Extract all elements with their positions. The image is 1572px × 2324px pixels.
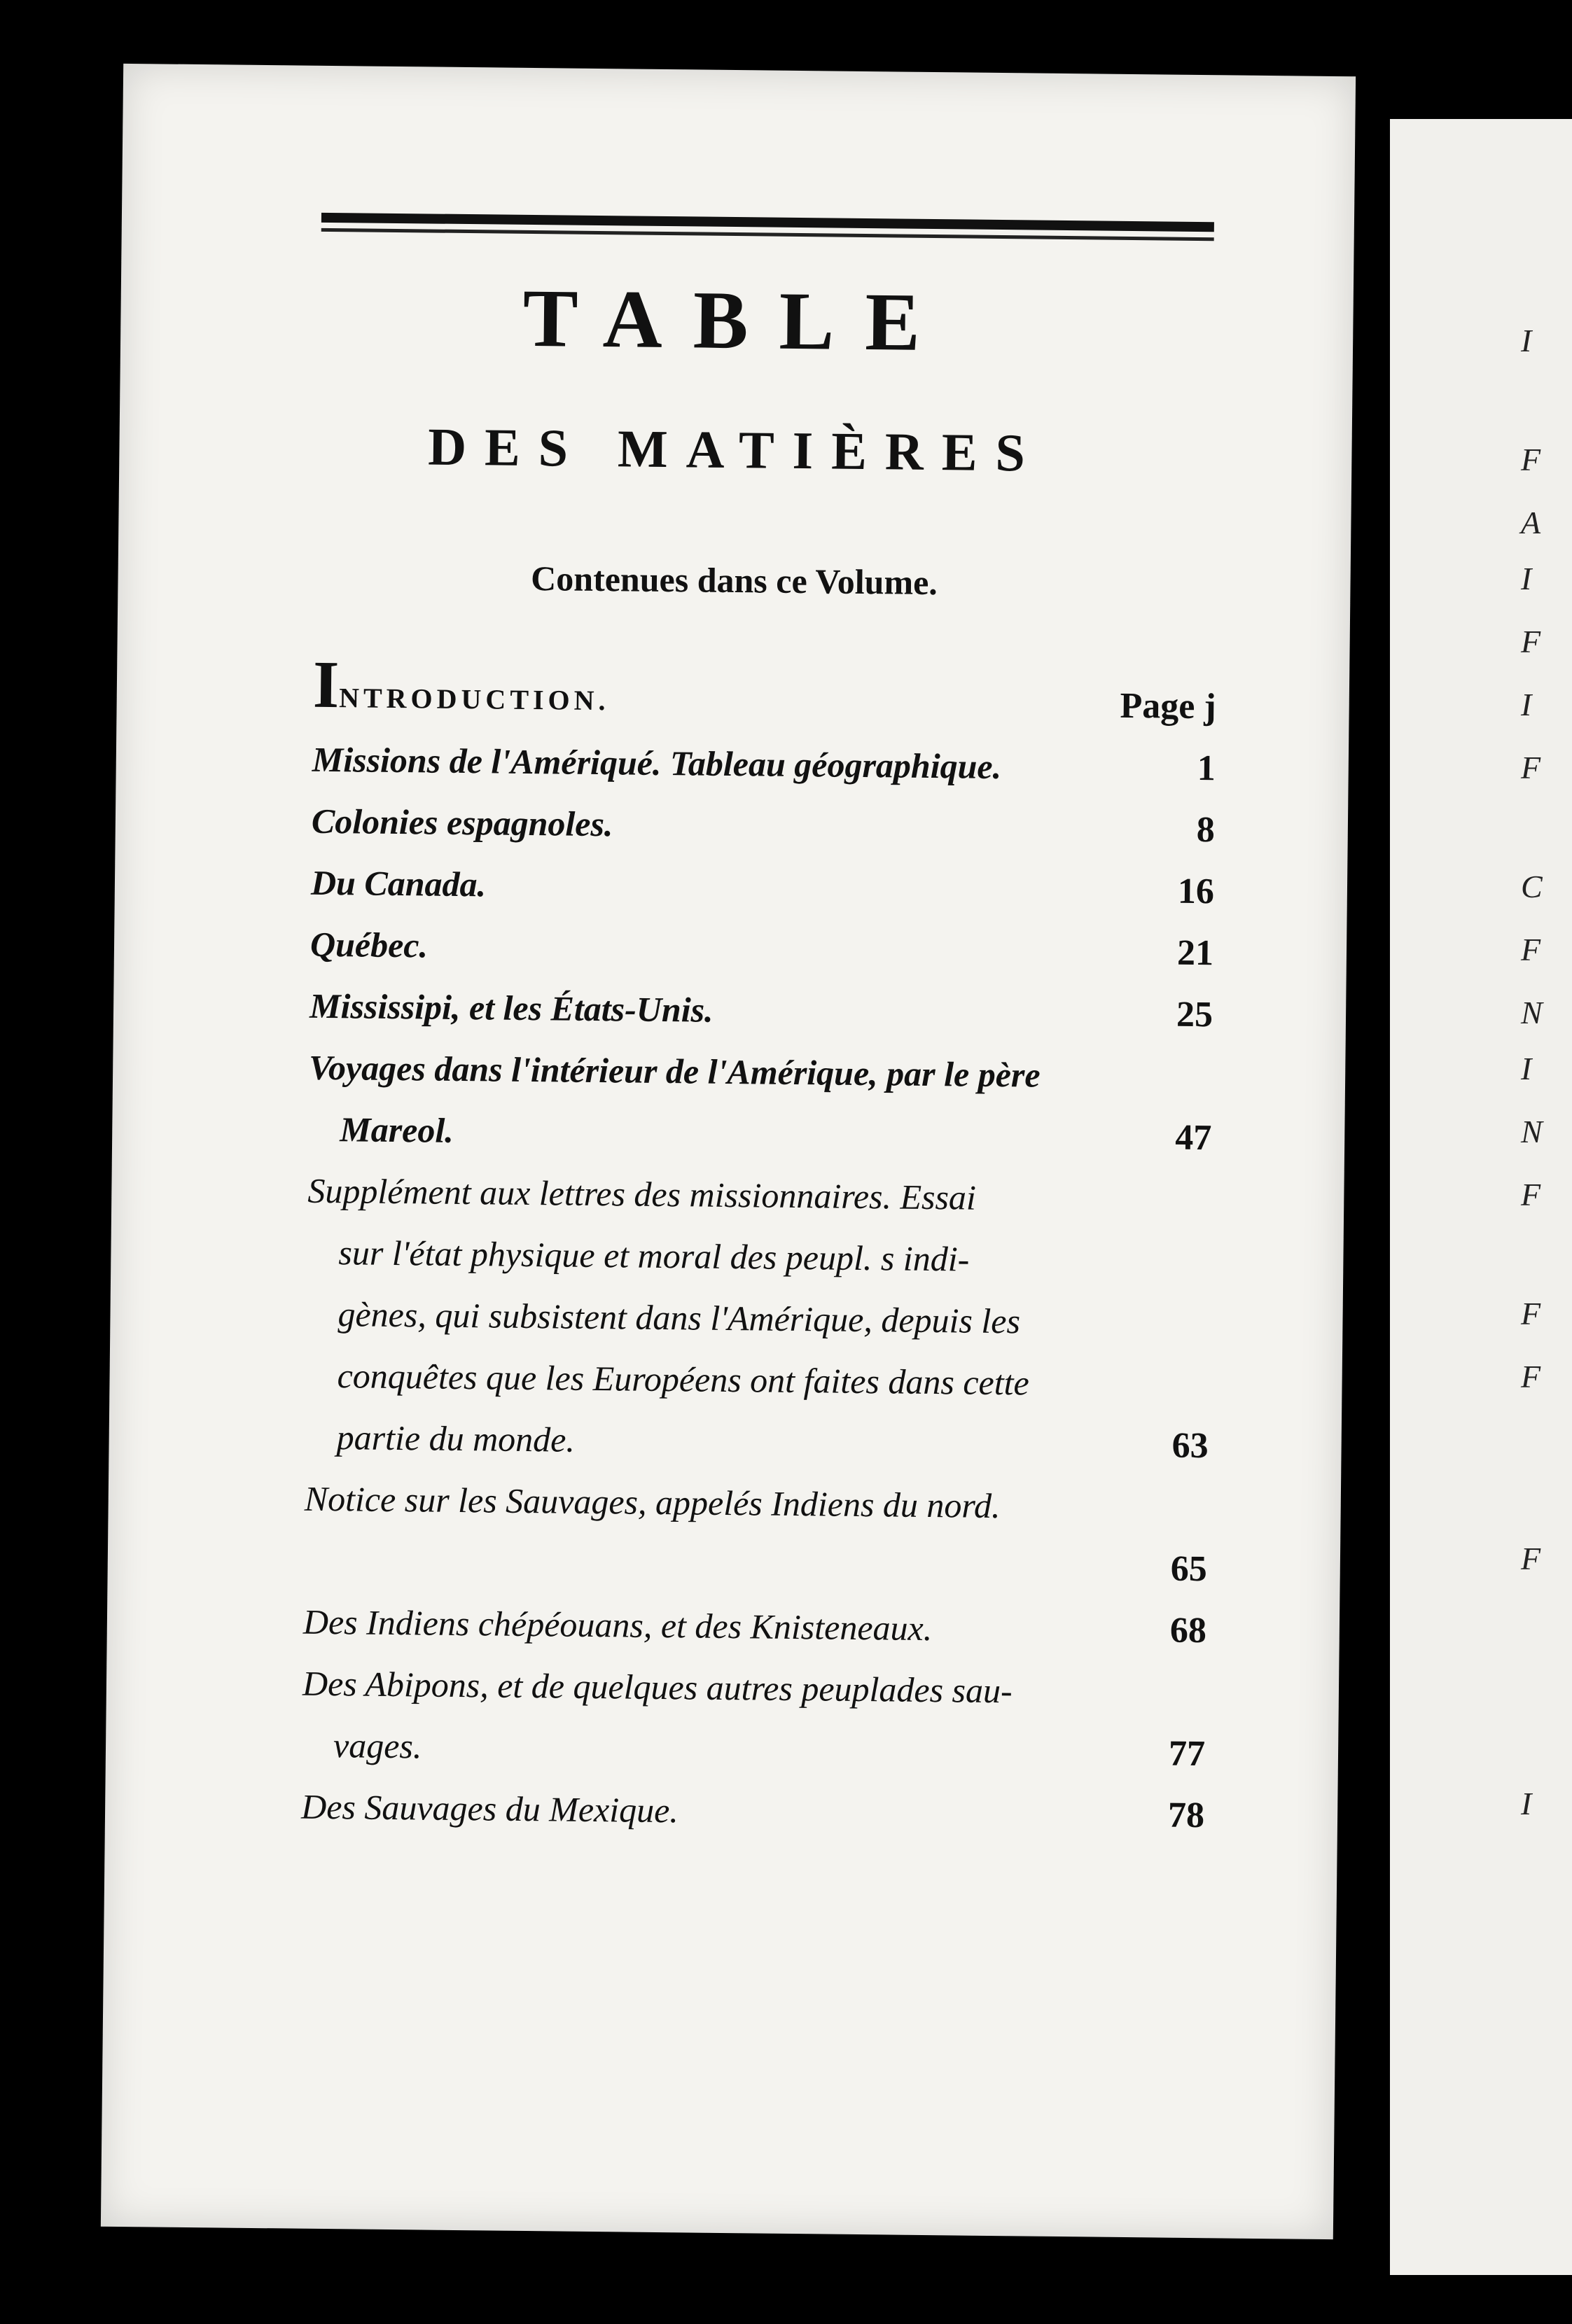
edge-letter: I <box>1521 1786 1532 1821</box>
entry-page: 21 <box>1176 932 1214 974</box>
entry-title-line: conquêtes que les Européens ont faites dans cette <box>337 1356 1030 1403</box>
entry-page: 77 <box>1168 1733 1206 1774</box>
entry-title-line: Mareol. <box>340 1110 454 1150</box>
edge-letter: F <box>1521 1296 1541 1331</box>
edge-letter: A <box>1521 505 1541 540</box>
page-subtitle: DES MATIÈRES <box>427 417 1044 483</box>
volume-note: Contenues dans ce Volume. <box>530 559 938 603</box>
adjacent-page <box>1390 119 1572 2275</box>
entry-title-line: gènes, qui subsistent dans l'Amérique, depuis les <box>338 1294 1021 1341</box>
entry-title-line: vages. <box>333 1726 422 1766</box>
entry-page: 65 <box>1170 1548 1208 1590</box>
entry-title-line: Supplément aux lettres des missionnaires. Essai <box>307 1170 977 1217</box>
entry-page: 47 <box>1174 1117 1212 1158</box>
book-page <box>101 64 1356 2239</box>
edge-letter: F <box>1521 1541 1541 1576</box>
edge-letter: F <box>1521 442 1541 477</box>
edge-letter: F <box>1521 932 1541 967</box>
edge-letter: F <box>1521 1177 1541 1212</box>
edge-letter: I <box>1521 1051 1532 1086</box>
entry-title: Québec. <box>309 924 429 965</box>
entry-page: 16 <box>1177 871 1215 912</box>
toc-entry <box>302 1591 1206 1662</box>
entry-title-line: Des Abipons, et de quelques autres peuplades sau- <box>302 1663 1013 1711</box>
edge-letter: C <box>1521 869 1543 904</box>
toc-entry <box>303 1468 1208 1600</box>
entry-title: Des Indiens chépéouans, et des Knisteneaux. <box>302 1602 933 1648</box>
entry-page: 8 <box>1196 809 1216 850</box>
edge-letter: F <box>1521 750 1541 785</box>
entry-title: Missions de l'Amériqué. Tableau géographique. <box>312 739 1002 787</box>
entry-title-line: Notice sur les Sauvages, appelés Indiens du nord. <box>304 1478 1001 1526</box>
edge-letter: F <box>1521 1359 1541 1394</box>
toc-entry <box>310 913 1214 985</box>
entry-title-line: sur l'état physique et moral des peupl. s indi- <box>338 1233 970 1279</box>
drop-initial: I <box>312 646 340 722</box>
entry-page: 68 <box>1169 1610 1207 1651</box>
edge-letter: F <box>1521 624 1541 659</box>
toc-entry <box>311 852 1215 923</box>
table-of-contents <box>300 646 1217 1847</box>
toc-entry <box>311 790 1215 862</box>
toc-entry <box>312 646 1216 738</box>
toc-entry <box>312 729 1216 800</box>
entry-title-line: Voyages dans l'intérieur de l'Amérique, par le père <box>308 1047 1041 1095</box>
edge-letter: I <box>1521 687 1532 722</box>
toc-entry <box>302 1653 1206 1785</box>
toc-entry <box>308 1037 1213 1169</box>
edge-letter: I <box>1521 561 1532 596</box>
edge-letter: N <box>1521 1114 1543 1149</box>
toc-entry <box>309 975 1213 1046</box>
entry-page: 25 <box>1176 994 1213 1035</box>
toc-entry <box>305 1160 1211 1477</box>
entry-page: 78 <box>1167 1795 1205 1836</box>
entry-title-line: partie du monde. <box>336 1418 576 1460</box>
entry-title: Colonies espagnoles. <box>311 801 613 844</box>
entry-page: Page j <box>1120 685 1216 727</box>
entry-title: Des Sauvages du Mexique. <box>300 1786 679 1830</box>
toc-entry <box>301 1776 1205 1847</box>
entry-page: 1 <box>1197 748 1216 789</box>
edge-letter: I <box>1521 323 1532 358</box>
entry-title: Mississipi, et les États-Unis. <box>309 986 714 1030</box>
edge-letter: N <box>1521 995 1543 1030</box>
entry-page: 63 <box>1171 1425 1209 1466</box>
page-title: TABLE <box>522 272 952 369</box>
entry-title: NTRODUCTION. <box>338 682 610 717</box>
entry-title: Du Canada. <box>310 862 487 904</box>
